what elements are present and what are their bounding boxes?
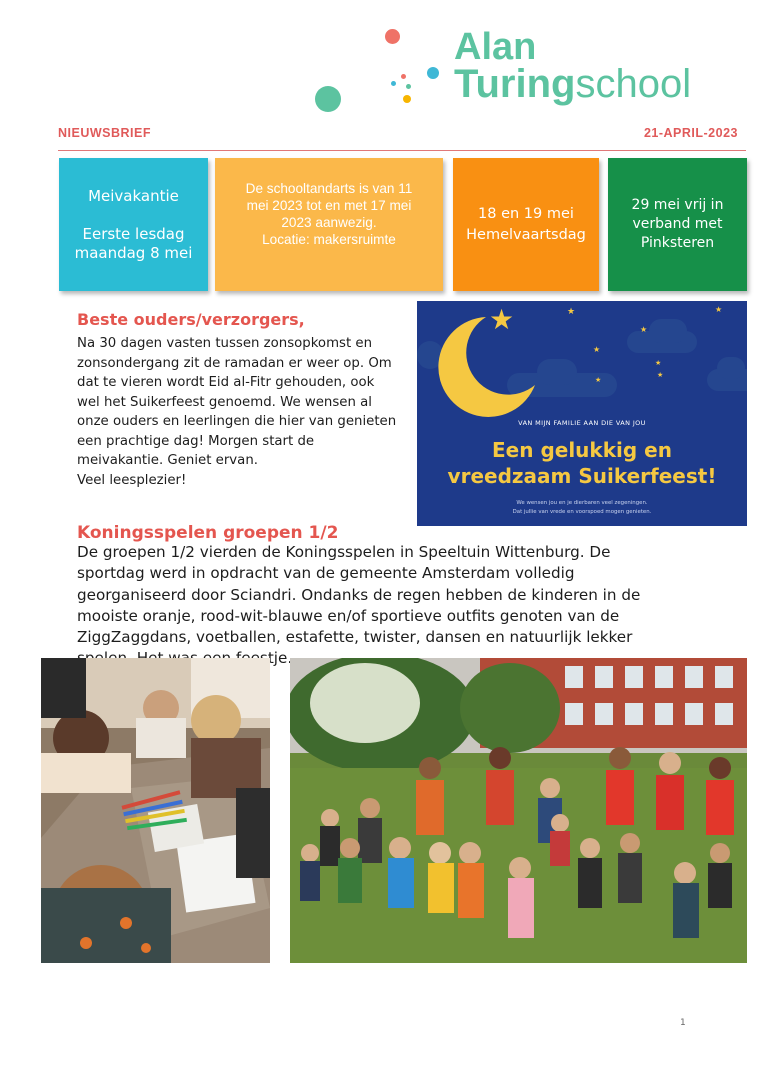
tile-hemelvaart-text: 18 en 19 mei Hemelvaartsdag: [466, 205, 586, 243]
star-small-icon: ★: [640, 325, 648, 334]
logo-line1: Alan: [454, 26, 537, 68]
logo-line2-light: school: [575, 62, 692, 106]
logo-wordmark: [454, 28, 691, 104]
intro-closing: Veel leesplezier!: [77, 473, 187, 488]
header-divider: [58, 150, 746, 151]
logo-dot-small1: [401, 74, 406, 79]
koningsspelen-title: Koningsspelen groepen 1/2: [77, 523, 339, 543]
card-foot2: Dat jullie van vrede en voorspoed mogen genieten.: [512, 509, 652, 515]
logo-dot-green: [315, 86, 341, 112]
tile-pinksteren: [608, 158, 747, 291]
card-line1: Een gelukkig en: [492, 438, 672, 462]
tile-pinksteren-text: 29 mei vrij in verband met Pinksteren: [631, 197, 724, 251]
star-small-icon: ★: [593, 345, 601, 354]
tile-hemelvaart: [453, 158, 599, 291]
intro-heading: Beste ouders/verzorgers,: [77, 310, 305, 329]
logo-dot-small2: [391, 81, 396, 86]
tile-schooltandarts-text: De schooltandarts is van 11 mei 2023 tot en met 17 mei 2023 aanwezig. Locatie: makersruimte: [245, 180, 413, 247]
card-line2: vreedzaam Suikerfeest!: [447, 464, 717, 488]
newsletter-date: 21-APRIL-2023: [643, 126, 738, 140]
cloud-far-right-bump: [717, 357, 745, 379]
star-small-icon: ★: [715, 305, 723, 314]
logo-dot-blue: [427, 67, 439, 79]
star-small-icon: ★: [657, 371, 664, 379]
tile-meivakantie: [59, 158, 208, 291]
tile-meivakantie-text: Meivakantie Eerste lesdag maandag 8 mei: [74, 186, 193, 262]
card-small-text: VAN MIJN FAMILIE AAN DIE VAN JOU: [518, 419, 646, 427]
photo-kids-drawing: [41, 658, 270, 963]
koningsspelen-body: De groepen 1/2 vierden de Koningsspelen in Speeltuin Wittenburg. De sportdag werd in opdracht van de gemeente Amsterdam volledig georganiseerd door Sciandri. Ondanks de regen hebben de kinderen in de mooiste oranje, rood-wit-blauwe en/of sportieve outfits genoten van de ZiggZaggdans, voetballen, estafette, twister, dansen en natuurlijk lekker: [77, 543, 641, 647]
suikerfeest-card: [417, 301, 747, 526]
star-small-icon: ★: [595, 376, 602, 384]
logo-dot-red: [385, 29, 400, 44]
photo-kids-dancing: [290, 658, 747, 963]
star-icon: ★: [489, 303, 515, 336]
logo-dot-yellow: [403, 95, 411, 103]
cloud-right-top: [649, 319, 687, 343]
crescent-moon-icon: [431, 313, 541, 423]
star-small-icon: ★: [655, 359, 662, 367]
intro-body: Na 30 dagen vasten tussen zonsopkomst en zonsondergang zit de ramadan er weer op. Om dat te vieren wordt Eid al-Fitr gehouden, ook wel het Suikerfeest genoemd. We wensen al onze ouders en leerlingen die hier van genieten een prachtige dag! Morgen start de meivakantie. Geniet ervan.: [77, 336, 397, 468]
logo-line2-bold: Turing: [454, 62, 576, 106]
star-small-icon: ★: [567, 307, 576, 317]
newsletter-label: NIEUWSBRIEF: [58, 126, 151, 140]
logo-dot-small3: [406, 84, 411, 89]
logo-line2: [454, 64, 691, 104]
page-number: 1: [680, 1018, 686, 1028]
cloud-left-bump: [537, 359, 577, 385]
tile-schooltandarts: [215, 158, 443, 291]
card-foot1: We wensen jou en je dierbaren veel zegeningen.: [516, 500, 648, 506]
